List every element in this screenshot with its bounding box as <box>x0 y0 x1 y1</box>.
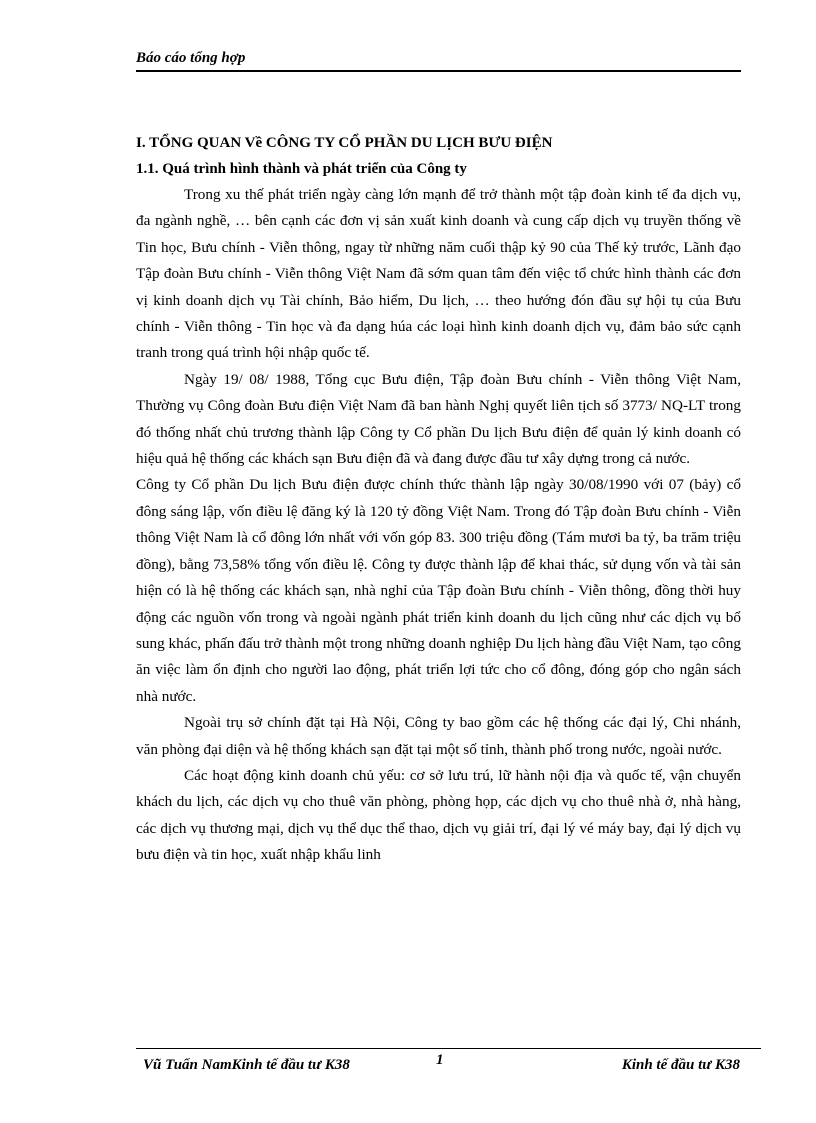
page-header <box>136 48 741 72</box>
section-heading: I. TỔNG QUAN Về CÔNG TY CỔ PHẦN DU LỊCH BƯU ĐIỆN <box>136 135 553 151</box>
paragraph-5: Các hoạt động kinh doanh chủ yếu: cơ sở lưu trú, lữ hành nội địa và quốc tế, vận chuyển khách du lịch, các dịch vụ cho thuê văn phòng, phòng họp, các dịch vụ cho thuê nhà ở, nhà hàng, các dịch vụ thương mại, dịch vụ thể dục thể thao, dịch vụ giải trí, đại lý vé máy bay, đại lý dịch vụ bưu điện và tin học, xuất nhập khẩu linh <box>136 766 741 864</box>
document-body <box>136 130 741 869</box>
paragraph-2: Ngày 19/ 08/ 1988, Tổng cục Bưu điện, Tập đoàn Bưu chính - Viễn thông Việt Nam, Thường vụ Công đoàn Bưu điện Việt Nam đã ban hành Nghị quyết liên tịch số 3773/ NQ-LT trong đó thống nhất chủ trương thành lập Công ty Cổ phần Du lịch Bưu điện để quản lý kinh doanh có hiệu quả hệ thống các khách sạn Bưu điện đã và đang được đầu tư xây dựng trong cả nước. <box>136 370 741 468</box>
paragraph-4: Ngoài trụ sở chính đặt tại Hà Nội, Công ty bao gồm các hệ thống các đại lý, Chi nhánh, văn phòng đại diện và hệ thống khách sạn đặt tại một số tỉnh, thành phố trong nước, ngoài nước. <box>136 714 741 758</box>
header-title: Báo cáo tổng hợp <box>136 50 246 66</box>
footer-author: Vũ Tuấn NamKinh tế đầu tư K38 <box>143 1057 350 1073</box>
footer-divider <box>136 1048 761 1049</box>
paragraph-3: Công ty Cổ phần Du lịch Bưu điện được chính thức thành lập ngày 30/08/1990 với 07 (bảy) cổ đông sáng lập, vốn điều lệ đăng ký là 120 tỷ đồng Việt Nam. Trong đó Tập đoàn Bưu chính - Viễn thông Việt Nam là cổ đông lớn nhất với vốn góp 83. 300 triệu đồng (Tám mươi ba tỷ, ba trăm triệu đồng), bằng 73,58% tổng vốn điều lệ. Công ty được thành lập để khai thác, sử dụng vốn và tài sản hiện có là hệ thống các khách sạn, nhà nghỉ của Tập đoàn Bưu chính - Viễn thông, đồng thời huy động các nguồn vốn trong và ngoài ngành phát triển kinh doanh du lịch cũng như các dịch vụ bổ sung khác, phấn đấu trở thành một trong những doanh nghiệp Du lịch hàng đầu Việt Nam, tạo công ăn việc làm ổn định cho người lao động, phát triển lợi tức cho cổ đông, đóng góp cho ngân sách nhà nước. <box>136 476 741 705</box>
paragraph-1: Trong xu thế phát triển ngày càng lớn mạnh để trở thành một tập đoàn kinh tế đa dịch vụ, đa ngành nghề, … bên cạnh các đơn vị sản xuất kinh doanh và cung cấp dịch vụ truyền thống về Tin học, Bưu chính - Viễn thông, ngay từ những năm cuối thập kỷ 90 của Thế kỷ trước, Lãnh đạo Tập đoàn Bưu chính - Viễn thông Việt Nam đã sớm quan tâm đến việc tổ chức hình thành các đơn vị kinh doanh dịch vụ Tài chính, Bảo hiểm, Du lịch, … theo hướng đón đầu sự hội tụ của Bưu chính - Viễn thông - Tin học và đa dạng húa các loại hình kinh doanh dịch vụ, đảm bảo sức cạnh tranh trong quá trình hội nhập quốc tế. <box>136 186 741 362</box>
subsection-heading: 1.1. Quá trình hình thành và phát triển của Công ty <box>136 161 467 177</box>
page-number: 1 <box>436 1052 444 1068</box>
footer-course: Kinh tế đầu tư K38 <box>621 1057 740 1073</box>
